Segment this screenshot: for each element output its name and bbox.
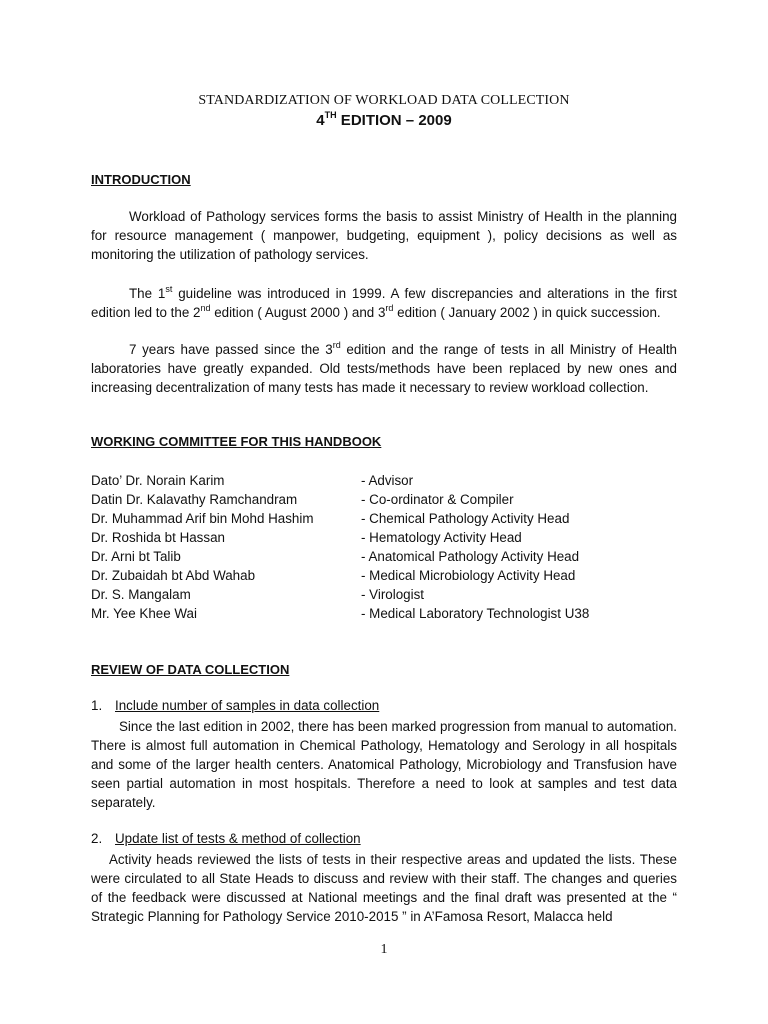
committee-row	[91, 528, 691, 547]
committee-list	[91, 471, 691, 623]
edition-number: 4	[316, 112, 325, 129]
review-item-number: 2.	[91, 831, 103, 846]
intro-paragraph-2	[91, 284, 677, 322]
page-number: 1	[380, 942, 388, 957]
committee-row	[91, 547, 691, 566]
committee-row	[91, 471, 691, 490]
member-role: - Chemical Pathology Activity Head	[361, 511, 570, 526]
introduction-heading: INTRODUCTION	[91, 172, 191, 187]
p3-sup-a: rd	[332, 339, 341, 350]
member-role: - Medical Microbiology Activity Head	[361, 568, 576, 583]
edition-line	[0, 112, 768, 129]
member-name: Dr. Roshida bt Hassan	[91, 530, 225, 545]
edition-suffix: TH	[324, 110, 337, 120]
document-title: STANDARDIZATION OF WORKLOAD DATA COLLECTION	[198, 93, 570, 108]
member-name: Dr. Zubaidah bt Abd Wahab	[91, 568, 256, 583]
p2-part-c: edition ( August 2000 ) and 3	[210, 305, 386, 320]
review-heading: REVIEW OF DATA COLLECTION	[91, 662, 290, 677]
p2-sup-b: nd	[200, 302, 211, 313]
review-item-1-text: Since the last edition in 2002, there has been marked progression from manual to automation. There is almost full automation in Chemical Pathology, Hematology and Serology in all hospitals and some of the larger health centers. Anatomical Pathology, Microbiology and Transfusion have seen partial automation in most hospitals. Therefore a need to look at samples and test data separately.	[91, 719, 677, 810]
intro-paragraph-3	[91, 340, 677, 397]
p3-part-a: 7 years have passed since the 3	[129, 342, 333, 357]
intro-paragraph-1: Workload of Pathology services forms the basis to assist Ministry of Health in the planning for resource management ( manpower, budgeting, equipment ), policy decisions as well as monitoring the utilization of pathology services.	[91, 209, 677, 262]
committee-row	[91, 566, 691, 585]
member-name: Dato’ Dr. Norain Karim	[91, 473, 225, 488]
committee-row	[91, 604, 691, 623]
review-item-title: Include number of samples in data collection	[115, 698, 380, 713]
member-name: Datin Dr. Kalavathy Ramchandram	[91, 492, 298, 507]
member-role: - Medical Laboratory Technologist U38	[361, 606, 590, 621]
review-item-1-title-line	[91, 698, 379, 713]
committee-row	[91, 490, 691, 509]
member-role: - Co-ordinator & Compiler	[361, 492, 514, 507]
member-name: Dr. S. Mangalam	[91, 587, 191, 602]
review-item-title: Update list of tests & method of collection	[115, 831, 361, 846]
p2-sup-c: rd	[385, 302, 394, 313]
review-item-2-text: Activity heads reviewed the lists of tests in their respective areas and updated the lists. These were circulated to all State Heads to discuss and review with their staff. The changes and queries of the feedback were discussed at National meetings and the final draft was presented at the “ Strategic Planning for Pathology Service 2010-2015 ” in A’Famosa Resort, Malacca held	[91, 852, 677, 924]
p2-part-d: edition ( January 2002 ) in quick succession.	[393, 305, 661, 320]
member-role: - Hematology Activity Head	[361, 530, 522, 545]
member-role: - Anatomical Pathology Activity Head	[361, 549, 580, 564]
review-item-2-title-line	[91, 831, 361, 846]
committee-row	[91, 585, 691, 604]
p3-part-b: edition and the range of tests in all Ministry of Health laboratories have greatly expanded. Old tests/methods have been replaced by new ones and increasing decentralization of many tests has made it necessary to review workload collection.	[91, 342, 677, 395]
member-name: Dr. Arni bt Talib	[91, 549, 181, 564]
member-name: Dr. Muhammad Arif bin Mohd Hashim	[91, 511, 314, 526]
p2-sup-a: st	[165, 283, 173, 294]
edition-rest: EDITION – 2009	[336, 112, 452, 129]
member-name: Mr. Yee Khee Wai	[91, 606, 197, 621]
p2-part-b: guideline was introduced in 1999. A few discrepancies and alterations in the first edition led to the 2	[91, 286, 677, 320]
committee-row	[91, 509, 691, 528]
committee-heading: WORKING COMMITTEE FOR THIS HANDBOOK	[91, 434, 382, 449]
member-role: - Virologist	[361, 587, 425, 602]
p2-part-a: The 1	[129, 286, 166, 301]
member-role: - Advisor	[361, 473, 414, 488]
review-item-number: 1.	[91, 698, 103, 713]
